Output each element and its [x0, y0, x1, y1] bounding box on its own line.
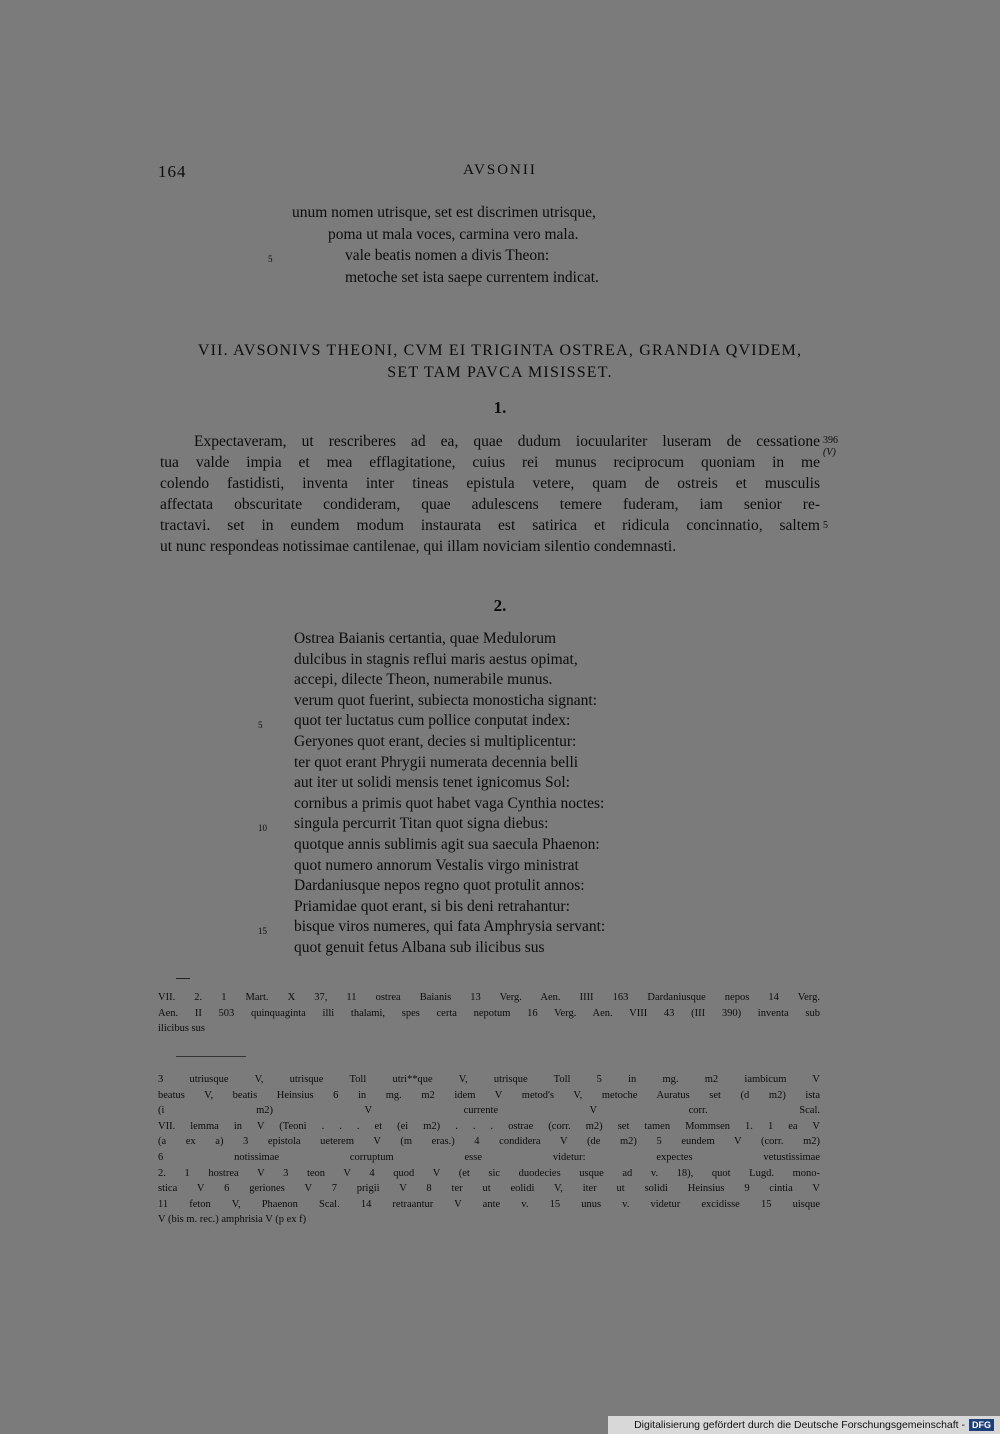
poem-line	[258, 629, 718, 650]
poem-line	[258, 938, 718, 959]
poem-line-text: quot ter luctatus cum pollice conputat index:	[294, 712, 571, 730]
note-line: VII. lemma in V (Teoni . . . et (ei m2) . . . ostrae (corr. m2) set tamen Mommsen 1. 1 ea V	[158, 1120, 820, 1132]
poem-line-text: quot genuit fetus Albana sub ilicibus sus	[294, 938, 545, 956]
note-line: Aen. II 503 quinquaginta illi thalami, spes certa nepotum 16 Verg. Aen. VIII 43 (III 390) inventa sub	[158, 1007, 820, 1019]
footer-text: Digitalisierung gefördert durch die Deutsche Forschungsgemeinschaft -	[634, 1419, 965, 1431]
line-number: 5	[268, 254, 273, 264]
notes-sources	[158, 990, 820, 1037]
poem-line	[258, 876, 718, 897]
poem-line	[268, 245, 698, 267]
poem-line	[258, 670, 718, 691]
prose-line-number: 5	[823, 520, 828, 531]
margin-ref-number: 396	[823, 435, 838, 446]
prose-line: ut nunc respondeas notissimae cantilenae, qui illam noviciam silentio condemnasti.	[160, 538, 677, 555]
poem-top	[268, 202, 698, 288]
poem-line	[258, 814, 718, 835]
poem-line-text: metoche set ista saepe currentem indicat.	[345, 268, 599, 286]
poem-line-text: poma ut mala voces, carmina vero mala.	[328, 225, 579, 243]
prose-line: tua valde impia et mea efflagitatione, cuius rei munus reciprocum quoniam in me	[160, 454, 820, 471]
poem-line	[258, 917, 718, 938]
poem-line-text: vale beatis nomen a divis Theon:	[345, 247, 550, 264]
dfg-logo-icon: DFG	[969, 1419, 994, 1431]
poem-line-text: aut iter ut solidi mensis tenet ignicomus Sol:	[294, 774, 570, 792]
poem-line	[258, 794, 718, 815]
prose-line: colendo fastidisti, inventa inter tineas epistula vetere, quam de ostreis et musculis	[160, 475, 820, 492]
poem-line-text: Dardaniusque nepos regno quot protulit annos:	[294, 877, 585, 895]
note-line: VII. 2. 1 Mart. X 37, 11 ostrea Baianis 13 Verg. Aen. IIII 163 Dardaniusque nepos 14 Verg.	[158, 992, 820, 1003]
poem-line-text: Ostrea Baianis certantia, quae Medulorum	[294, 630, 557, 647]
poem-line-text: cornibus a primis quot habet vaga Cynthia noctes:	[294, 794, 605, 812]
note-line: ilicibus sus	[158, 1023, 205, 1035]
poem-line	[258, 753, 718, 774]
poem-line	[258, 650, 718, 671]
poem-line	[268, 224, 698, 246]
line-number: 5	[258, 720, 263, 731]
prose-line: Expectaveram, ut rescriberes ad ea, quae dudum iocuulariter luseram de cessatione	[194, 433, 820, 450]
note-line: V (bis m. rec.) amphrisia V (p ex f)	[158, 1214, 307, 1226]
poem-line-text: ter quot erant Phrygii numerata decennia belli	[294, 753, 579, 771]
notes-rule	[176, 978, 190, 979]
poem-line	[258, 856, 718, 877]
section-heading-2: 2.	[493, 596, 507, 615]
line-number: 15	[258, 926, 267, 937]
page-number: 164	[158, 162, 187, 181]
poem-line	[258, 897, 718, 918]
margin-ref-siglum: (V)	[823, 447, 836, 458]
note-line: 11 feton V, Phaenon Scal. 14 retraantur V ante v. 15 unus v. videtur excidisse 15 uisque	[158, 1198, 820, 1210]
prose-line: tractavi. set in eundem modum instaurata est satirica et ridicula concinnatio, saltem	[160, 517, 820, 534]
poem-line-text: bisque viros numeres, qui fata Amphrysia servant:	[294, 918, 606, 936]
prose-line: affectata obscuritate condideram, quae adulescens temere fuderam, iam senior re-	[160, 496, 820, 513]
notes-apparatus	[158, 1072, 820, 1228]
poem-line	[258, 711, 718, 732]
poem-line-text: quot numero annorum Vestalis virgo ministrat	[294, 856, 579, 874]
poem-line-text: dulcibus in stagnis reflui maris aestus opimat,	[294, 650, 578, 668]
poem-line-text: verum quot fuerint, subiecta monosticha signant:	[294, 691, 598, 709]
digitization-footer	[608, 1416, 1000, 1434]
note-line: 6 notissimae corruptum esse videtur: expectes vetustissimae	[158, 1151, 820, 1163]
title-line-1: VII. AVSONIVS THEONI, CVM EI TRIGINTA OSTREA, GRANDIA QVIDEM,	[197, 342, 803, 359]
title-line-2: SET TAM PAVCA MISISSET.	[387, 364, 613, 381]
poem-line	[258, 835, 718, 856]
poem-ostrea	[258, 629, 718, 959]
poem-line	[268, 267, 698, 289]
note-line: 2. 1 hostrea V 3 teon V 4 quod V (et sic duodecies usque ad v. 18), quot Lugd. mono-	[158, 1167, 820, 1179]
line-number: 10	[258, 823, 267, 834]
poem-line-text: quotque annis sublimis agit sua saecula Phaenon:	[294, 835, 600, 853]
running-title: AVSONII	[463, 162, 537, 178]
note-line: (a ex a) 3 epistola ueterem V (m eras.) 4 condidera V (de m2) 5 eundem V (corr. m2)	[158, 1136, 820, 1148]
poem-line-text: Priamidae quot erant, si bis deni retrahantur:	[294, 897, 570, 915]
poem-line	[268, 202, 698, 224]
poem-line	[258, 732, 718, 753]
poem-line	[258, 691, 718, 712]
note-line: (i m2) V currente V corr. Scal.	[158, 1105, 820, 1117]
poem-line-text: Geryones quot erant, decies si multiplicentur:	[294, 732, 577, 750]
poem-line-text: accepi, dilecte Theon, numerabile munus.	[294, 671, 553, 689]
note-line: 3 utriusque V, utrisque Toll utri**que V, utrisque Toll 5 in mg. m2 iambicum V	[158, 1074, 820, 1085]
margin-ref	[823, 435, 838, 459]
section-title-vii	[160, 340, 840, 384]
poem-line-text: singula percurrit Titan quot signa diebus:	[294, 815, 549, 833]
section-heading-1: 1.	[493, 398, 507, 417]
poem-line-text: unum nomen utrisque, set est discrimen utrisque,	[292, 204, 596, 221]
note-line: beatus V, beatis Heinsius 6 in mg. m2 idem V metod's V, metoche Auratus set (d m2) ista	[158, 1089, 820, 1101]
poem-line	[258, 773, 718, 794]
prose-letter	[160, 431, 820, 557]
notes-rule-2	[176, 1056, 246, 1057]
note-line: stica V 6 geriones V 7 prigii V 8 ter ut eolidi V, iter ut solidi Heinsius 9 cintia V	[158, 1183, 820, 1195]
